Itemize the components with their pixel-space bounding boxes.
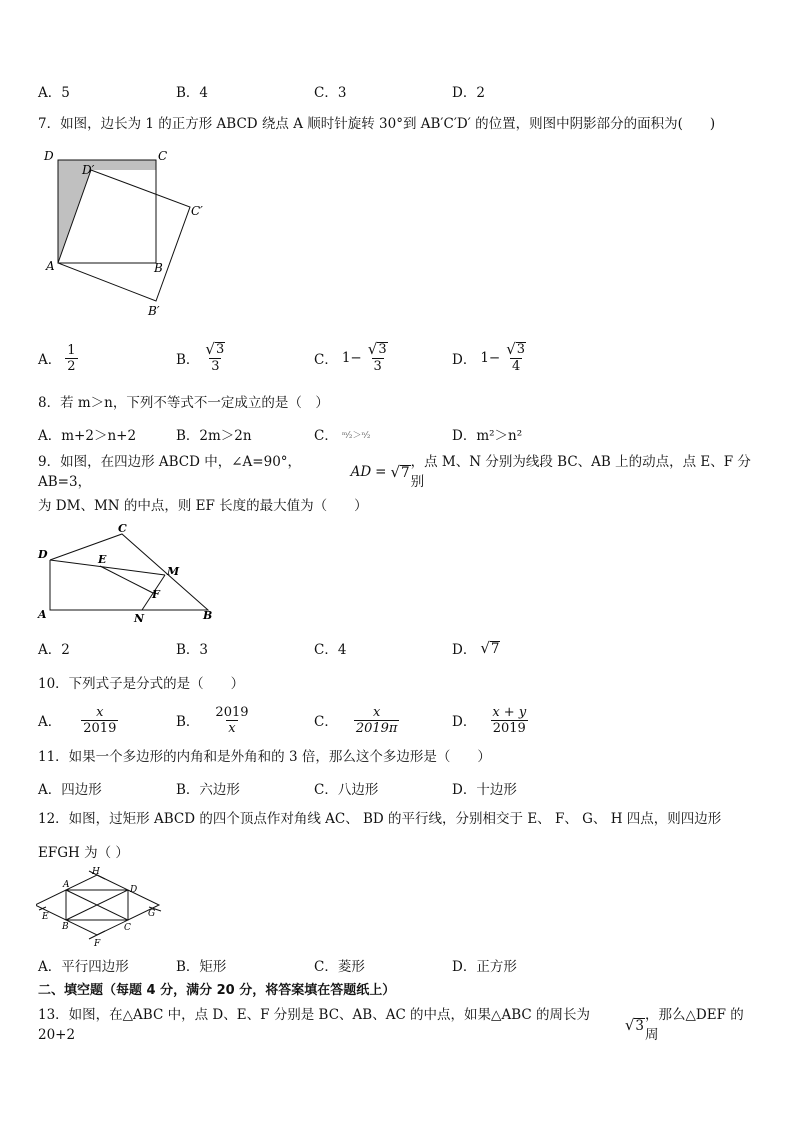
q12-label-c: C bbox=[124, 923, 131, 933]
q8-option-a: A．m+2＞n+2 bbox=[38, 428, 137, 444]
q12-label-a: A bbox=[63, 880, 70, 890]
q7-option-b: B． √ 3 3 bbox=[176, 338, 227, 378]
q7-option-c: C． 1− √ 3 3 bbox=[314, 338, 390, 378]
q9-label-c: C bbox=[118, 522, 127, 535]
fraction: $\frac{x + y}{2019}$ bbox=[492, 704, 527, 736]
q9-label-a: A bbox=[38, 608, 47, 621]
q9-stem-line2: 为 DM、MN 的中点，则 EF 长度的最大值为（ ） bbox=[38, 498, 368, 514]
q10-option-b: B． $\frac{2019}{x}$ bbox=[176, 704, 249, 736]
fraction: √ 3 3 bbox=[367, 340, 387, 374]
q6-option-d: D．2 bbox=[452, 85, 485, 101]
q9-options bbox=[38, 636, 738, 660]
fraction: $\frac{2019}{x}$ bbox=[215, 704, 249, 736]
q12-label-b: B bbox=[62, 922, 69, 932]
q10-option-c: C． $\frac{x}{2019\pi}$ bbox=[314, 704, 398, 736]
fraction: √ 3 4 bbox=[506, 340, 526, 374]
q10-stem: 10．下列式子是分式的是（ ） bbox=[38, 676, 245, 692]
q10-option-d: D． $\frac{x + y}{2019}$ bbox=[452, 704, 527, 736]
q12-figure bbox=[36, 866, 164, 950]
q9-stem-line1: 9．如图，在四边形 ABCD 中，∠A=90°，AB=3， AD = √ 7 ，点 M、N 分别为线段 BC、AB 上的动点，点 E、F 分别 bbox=[38, 454, 751, 490]
q12-option-d: D．正方形 bbox=[452, 959, 517, 975]
sqrt: √ 7 bbox=[480, 638, 500, 657]
q12-option-c: C．菱形 bbox=[314, 959, 365, 975]
q9-label-e: E bbox=[98, 553, 107, 566]
q9-segment-dm bbox=[50, 560, 165, 575]
q7-label-c: C bbox=[158, 149, 168, 163]
q12-options bbox=[38, 954, 738, 976]
q9-label-m: M bbox=[167, 565, 180, 578]
q9-option-a: A．2 bbox=[38, 642, 70, 658]
q12-option-a: A．平行四边形 bbox=[38, 959, 129, 975]
q11-option-b: B．六边形 bbox=[176, 782, 240, 798]
sqrt: √ 3 bbox=[506, 340, 526, 358]
q9-option-c: C．4 bbox=[314, 642, 347, 658]
q8-option-d: D．m²＞n² bbox=[452, 428, 523, 444]
q7-label-a: A bbox=[46, 259, 55, 273]
q9-label-n: N bbox=[134, 612, 145, 625]
q7-label-b: B bbox=[154, 261, 163, 275]
q12-stem-line1: 12．如图，过矩形 ABCD 的四个顶点作对角线 AC、 BD 的平行线，分别相交于 E、 F、 G、 H 四点，则四边形 bbox=[38, 811, 722, 827]
q13-stem: 13．如图，在△ABC 中，点 D、E、F 分别是 BC、AB、AC 的中点，如果△ABC 的周长为 20+2 √ 3 ，那么△DEF 的周 bbox=[38, 1007, 744, 1043]
q11-option-a: A．四边形 bbox=[38, 782, 102, 798]
fraction: √ 3 3 bbox=[205, 340, 225, 374]
sqrt: √ 3 bbox=[367, 340, 387, 358]
q6-options bbox=[38, 80, 738, 102]
fraction: $\frac{x}{2019}$ bbox=[83, 704, 117, 736]
q7-stem: 7．如图，边长为 1 的正方形 ABCD 绕点 A 顺时针旋转 30°到 AB′C′D′ 的位置，则图中阴影部分的面积为( ) bbox=[38, 116, 716, 132]
q11-options bbox=[38, 777, 738, 799]
q7-option-d: D． 1− √ 3 4 bbox=[452, 338, 528, 378]
q9-option-d: D． √ 7 bbox=[452, 638, 500, 658]
section-heading: 二、填空题（每题 4 分，满分 20 分，将答案填在答题纸上） bbox=[38, 983, 396, 998]
q9-label-f: F bbox=[152, 588, 160, 601]
q11-stem: 11．如果一个多边形的内角和是外角和的 3 倍，那么这个多边形是（ ） bbox=[38, 749, 491, 765]
q12-option-b: B．矩形 bbox=[176, 959, 227, 975]
q9-figure bbox=[30, 522, 220, 627]
q6-option-a: A．5 bbox=[38, 85, 70, 101]
sqrt: √ 7 bbox=[390, 462, 410, 481]
q8-options bbox=[38, 423, 738, 445]
q7-label-d-prime: D′ bbox=[82, 163, 95, 177]
q9-label-d: D bbox=[38, 548, 48, 561]
q12-label-g: G bbox=[148, 909, 156, 919]
q12-stem-line2: EFGH 为（ ） bbox=[38, 845, 129, 861]
q12-label-h: H bbox=[92, 867, 100, 877]
q7-figure bbox=[38, 145, 218, 320]
sqrt: √ 3 bbox=[205, 340, 225, 358]
q12-label-e: E bbox=[42, 912, 49, 922]
q7-option-a: A． $\frac{1}{2}$ bbox=[38, 342, 76, 374]
q11-option-c: C．八边形 bbox=[314, 782, 379, 798]
q7-options bbox=[38, 338, 738, 378]
q10-option-a: A． $\frac{x}{2019}$ bbox=[38, 704, 117, 736]
q9-quadrilateral bbox=[50, 534, 208, 610]
fraction: $\frac{1}{2}$ bbox=[67, 342, 76, 374]
q12-label-f: F bbox=[94, 939, 101, 949]
q12-label-d: D bbox=[130, 885, 138, 895]
q8-option-b: B．2m＞2n bbox=[176, 428, 252, 444]
fraction: $\frac{x}{2019\pi}$ bbox=[355, 704, 398, 736]
q7-label-d: D bbox=[44, 149, 54, 163]
q9-option-b: B．3 bbox=[176, 642, 209, 658]
q8-option-c: C． ᵐ⁄₂＞ⁿ⁄₂ bbox=[314, 428, 371, 444]
q9-label-b: B bbox=[203, 609, 213, 622]
q8-stem: 8．若 m＞n，下列不等式不一定成立的是（ ） bbox=[38, 395, 329, 411]
q6-option-c: C．3 bbox=[314, 85, 347, 101]
q10-options bbox=[38, 700, 738, 740]
q11-option-d: D．十边形 bbox=[452, 782, 517, 798]
sqrt: √ 3 bbox=[624, 1015, 645, 1034]
q6-option-b: B．4 bbox=[176, 85, 209, 101]
q7-label-c-prime: C′ bbox=[191, 204, 203, 218]
q7-label-b-prime: B′ bbox=[148, 304, 160, 318]
